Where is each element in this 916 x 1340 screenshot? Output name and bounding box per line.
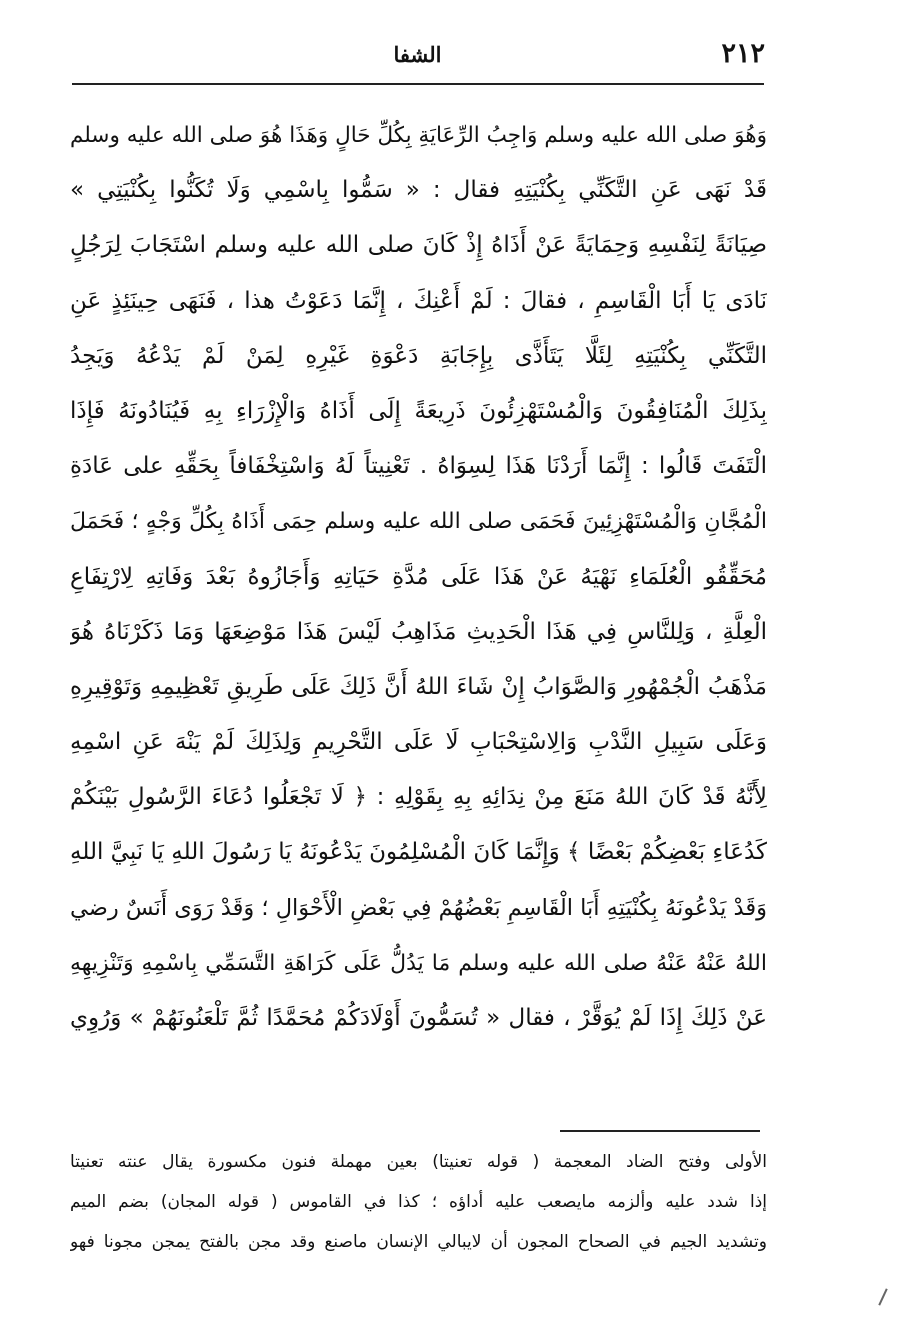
body-line: الْتَفَتَ قَالُوا : إِنَّمَا أَرَدْنَا هَذَا لِسِوَاهُ . تَعْنِيتاً لَهُ وَاسْتِخْفَافاً بِحَقِّهِ على عَادَةِ	[70, 453, 767, 480]
body-line: وَهُوَ صلى الله عليه وسلم وَاجِبُ الرِّعَايَةِ بِكُلِّ حَالٍ وَهَذَا هُوَ صلى الله عليه وسلم	[70, 123, 767, 148]
running-title: الشفا	[393, 42, 442, 67]
body-line: الْعِلَّةِ ، وَلِلنَّاسِ فِي هَذَا الْحَدِيثِ مَذَاهِبُ لَيْسَ هَذَا مَوْضِعَهَا وَمَا ذَكَرْنَاهُ هُوَ	[70, 618, 767, 645]
body-line: صِيَانَةً لِنَفْسِهِ وَحِمَايَةً عَنْ أَذَاهُ إِذْ كَانَ صلى الله عليه وسلم اسْتَجَابَ لِرَجُلٍ	[70, 232, 767, 259]
body-line: قَدْ نَهَى عَنِ التَّكَنِّي بِكُنْيَتِهِ فقال : « سَمُّوا بِاسْمِي وَلَا تُكَنُّوا بِكُنْيَتِي »	[70, 177, 767, 204]
body-line: لِأَنَّهُ قَدْ كَانَ اللهُ مَنَعَ مِنْ نِدَائِهِ بِهِ بِقَوْلِهِ : ﴿ لَا تَجْعَلُوا دُعَاءَ الرَّسُولِ بَيْنَكُمْ	[70, 784, 767, 811]
body-line: مَذْهَبُ الْجُمْهُورِ وَالصَّوَابُ إِنْ شَاءَ اللهُ أَنَّ ذَلِكَ عَلَى طَرِيقِ تَعْظِيمِهِ وَتَوْقِيرِهِ	[70, 673, 767, 700]
body-line: وَقَدْ يَدْعُونَهُ بِكُنْيَتِهِ أَبَا الْقَاسِمِ بَعْضُهُمْ فِي بَعْضِ الْأَحْوَالِ ؛ وَقَدْ رَوَى أَنَسٌ رضي	[70, 894, 767, 921]
footnote-line: وتشديد الجيم في الصحاح المجون أن لايبالي الإنسان ماصنع وقد مجن بالفتح يمجن مجونا فهو	[70, 1232, 767, 1252]
body-line: عَنْ ذَلِكَ إِذَا لَمْ يُوَقَّرْ ، فقال « تُسَمُّونَ أَوْلَادَكُمْ مُحَمَّدًا ثُمَّ تَلْعَنُونَهُمْ » وَرُوِي	[70, 1005, 767, 1031]
body-line: مُحَقِّقُو الْعُلَمَاءِ نَهْيَهُ عَنْ هَذَا عَلَى مُدَّةِ حَيَاتِهِ وَأَجَازُوهُ بَعْدَ وَفَاتِهِ لِارْتِفَاعِ	[70, 563, 767, 590]
header-rule	[72, 83, 764, 85]
body-line: بِذَلِكَ الْمُنَافِقُونَ وَالْمُسْتَهْزِئُونَ ذَرِيعَةً إِلَى أَذَاهُ وَالْإِزْرَاءِ بِهِ فَيُنَادُونَهُ فَإِذَا	[70, 397, 767, 424]
body-text	[70, 108, 767, 1046]
body-line: اللهُ عَنْهُ عَنْهُ صلى الله عليه وسلم مَا يَدُلُّ عَلَى كَرَاهَةِ التَّسَمِّي بِاسْمِهِ وَتَنْزِيهِهِ	[70, 950, 767, 976]
body-line: وَعَلَى سَبِيلِ النَّدْبِ وَالِاسْتِحْبَابِ لَا عَلَى التَّحْرِيمِ وَلِذَلِكَ لَمْ يَنْهَ عَنِ اسْمِهِ	[70, 729, 767, 756]
body-line: التَّكَنِّي بِكُنْيَتِهِ لِئَلَّا يَتَأَذَّى بِإِجَابَةِ دَعْوَةِ غَيْرِهِ لِمَنْ لَمْ يَدْعُهُ وَيَجِدُ	[70, 342, 767, 369]
footnote-rule	[560, 1130, 760, 1132]
footnote-line: الأولى وفتح الضاد المعجمة ( قوله تعنيتا) بعين مهملة فنون مكسورة يقال عنته تعنيتا	[70, 1152, 767, 1172]
page-number: ٢١٢	[721, 38, 765, 69]
body-line: كَدُعَاءِ بَعْضِكُمْ بَعْضًا ﴾ وَإِنَّمَا كَانَ الْمُسْلِمُونَ يَدْعُونَهُ يَا رَسُولَ اللهِ يَا نَبِيَّ اللهِ	[70, 839, 767, 866]
body-line: الْمُجَّانِ وَالْمُسْتَهْزِئِينَ فَحَمَى صلى الله عليه وسلم حِمَى أَذَاهُ بِكُلِّ وَجْهٍ ؛ فَحَمَلَ	[70, 509, 767, 535]
scan-speck	[878, 1288, 887, 1305]
footnote-line: إذا شدد عليه وألزمه مايصعب عليه أداؤه ؛ كذا في القاموس ( قوله المجان) بضم الميم	[70, 1192, 767, 1212]
footnotes	[70, 1142, 767, 1262]
body-line: نَادَى يَا أَبَا الْقَاسِمِ ، فقالَ : لَمْ أَعْنِكَ ، إِنَّمَا دَعَوْتُ هذا ، فَنَهَى حِينَئِذٍ عَنِ	[70, 287, 767, 314]
page-header	[70, 30, 765, 82]
